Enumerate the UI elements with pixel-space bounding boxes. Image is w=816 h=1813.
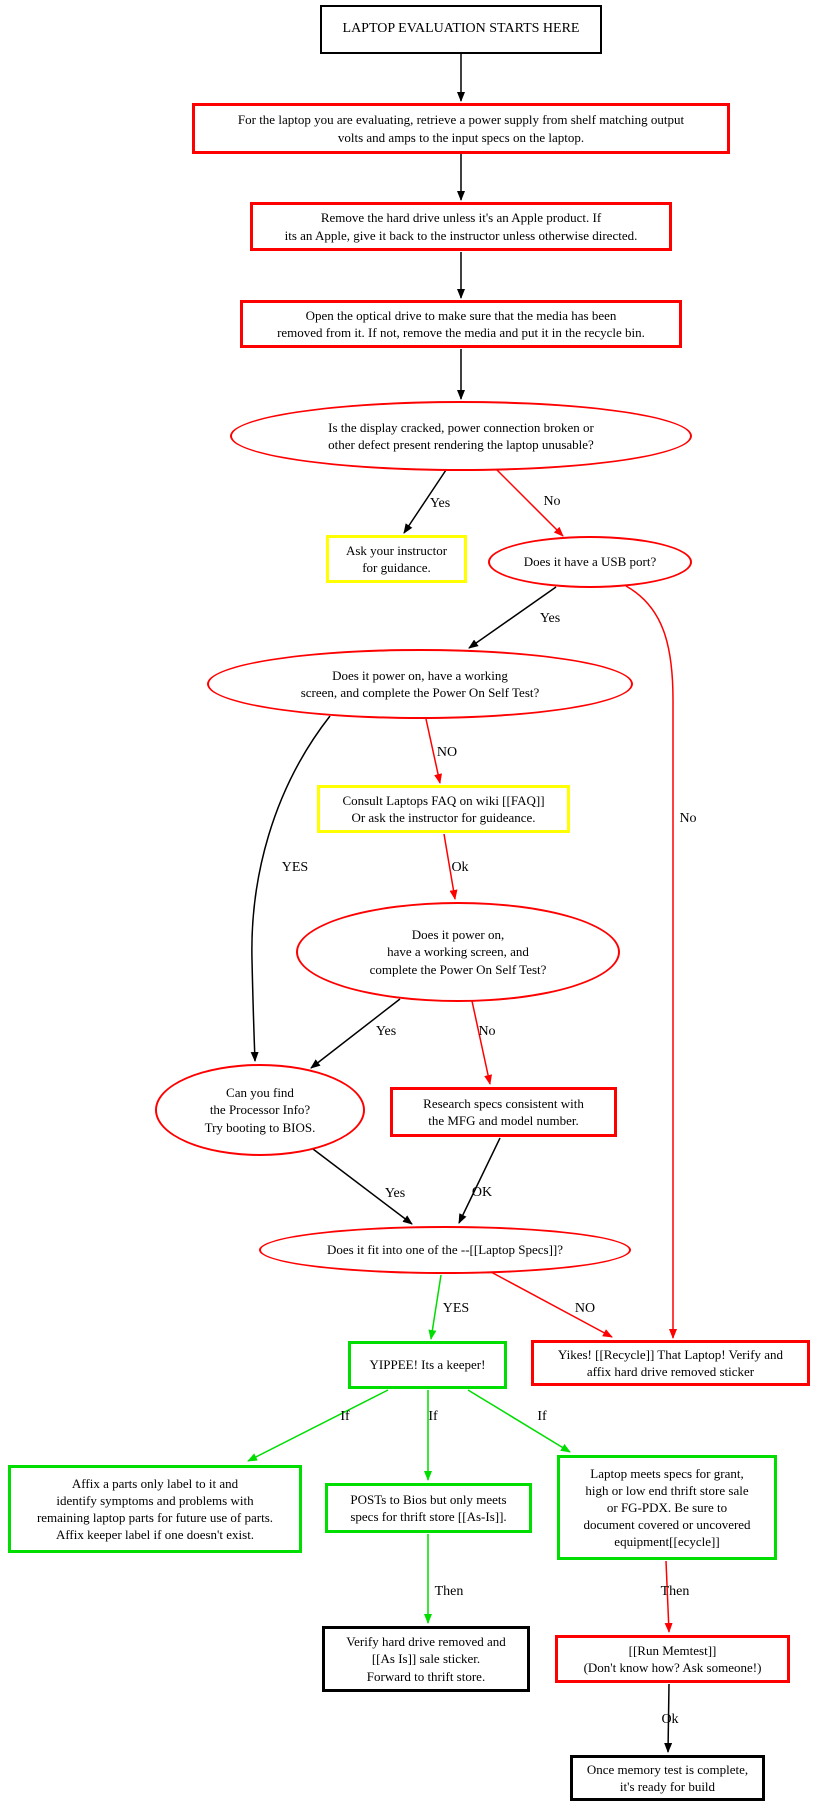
edge-label-post1-yes: YES	[281, 860, 309, 875]
node-run-memtest: [[Run Memtest]] (Don't know how? Ask someone!)	[555, 1635, 790, 1683]
node-parts-label: Affix a parts only label to it and identify symptoms and problems with remaining laptop parts for future use of parts. Affix keeper label if one doesn't exist.	[8, 1465, 302, 1553]
edge-label-research-ok: OK	[471, 1185, 493, 1200]
edge-label-then-1: Then	[434, 1584, 464, 1599]
node-research-specs: Research specs consistent with the MFG and model number.	[390, 1087, 617, 1137]
node-laptop-specs: Does it fit into one of the --[[Laptop Specs]]?	[259, 1226, 631, 1274]
edge-label-faq-ok: Ok	[451, 860, 469, 875]
edge-label-specs-yes: YES	[442, 1301, 470, 1316]
edge-keeper-if-meets	[468, 1390, 570, 1452]
edge-label-processor-yes: Yes	[384, 1186, 406, 1201]
edge-label-post2-yes: Yes	[375, 1024, 397, 1039]
edge-label-defect-yes: Yes	[429, 496, 451, 511]
node-remove-hdd: Remove the hard drive unless it's an Apple product. If its an Apple, give it back to the instructor unless otherwise directed.	[250, 202, 672, 251]
node-verify-sticker: Verify hard drive removed and [[As Is]] sale sticker. Forward to thrift store.	[322, 1626, 530, 1692]
edge-label-if-2: If	[428, 1409, 438, 1424]
node-posts-thrift: POSTs to Bios but only meets specs for thrift store [[As-Is]].	[325, 1483, 532, 1533]
node-power-supply: For the laptop you are evaluating, retrieve a power supply from shelf matching output volts and amps to the input specs on the laptop.	[192, 103, 730, 154]
node-keeper: YIPPEE! Its a keeper!	[348, 1341, 507, 1389]
edge-research-ok-specs	[459, 1138, 500, 1223]
edge-label-if-3: If	[537, 1409, 547, 1424]
edge-label-memtest-ok: Ok	[661, 1712, 679, 1727]
node-post-test-1: Does it power on, have a working screen, and complete the Power On Self Test?	[207, 649, 633, 719]
edge-label-usb-yes: Yes	[539, 611, 561, 626]
edge-label-usb-no: No	[679, 811, 697, 826]
edge-keeper-if-parts	[248, 1390, 388, 1461]
edge-post1-yes-processor	[252, 716, 330, 1061]
node-consult-faq: Consult Laptops FAQ on wiki [[FAQ]] Or ask the instructor for guideance.	[317, 785, 570, 833]
node-recycle: Yikes! [[Recycle]] That Laptop! Verify and affix hard drive removed sticker	[531, 1340, 810, 1386]
edge-usb-no-recycle	[626, 586, 673, 1338]
edge-post2-no-research	[472, 1001, 490, 1084]
node-display-defect: Is the display cracked, power connection broken or other defect present rendering the laptop unusable?	[230, 401, 692, 471]
node-usb-port: Does it have a USB port?	[488, 536, 692, 588]
edge-label-post1-no: NO	[436, 745, 458, 760]
node-processor-info: Can you find the Processor Info? Try booting to BIOS.	[155, 1064, 365, 1156]
node-optical-drive: Open the optical drive to make sure that the media has been removed from it. If not, remove the media and put it in the recycle bin.	[240, 300, 682, 348]
node-ready-build: Once memory test is complete, it's ready for build	[570, 1755, 765, 1801]
node-meets-specs: Laptop meets specs for grant, high or low end thrift store sale or FG-PDX. Be sure to document covered or uncovered equipment[[ecycle]]	[557, 1455, 777, 1560]
edge-label-specs-no: NO	[574, 1301, 596, 1316]
edge-label-then-2: Then	[660, 1584, 690, 1599]
node-start: LAPTOP EVALUATION STARTS HERE	[320, 5, 602, 54]
edge-specs-yes-keeper	[431, 1275, 441, 1339]
edge-label-if-1: If	[340, 1409, 350, 1424]
edge-label-post2-no: No	[478, 1024, 496, 1039]
edge-label-defect-no: No	[543, 494, 561, 509]
node-ask-instructor: Ask your instructor for guidance.	[326, 535, 467, 583]
node-post-test-2: Does it power on, have a working screen, and complete the Power On Self Test?	[296, 902, 620, 1002]
